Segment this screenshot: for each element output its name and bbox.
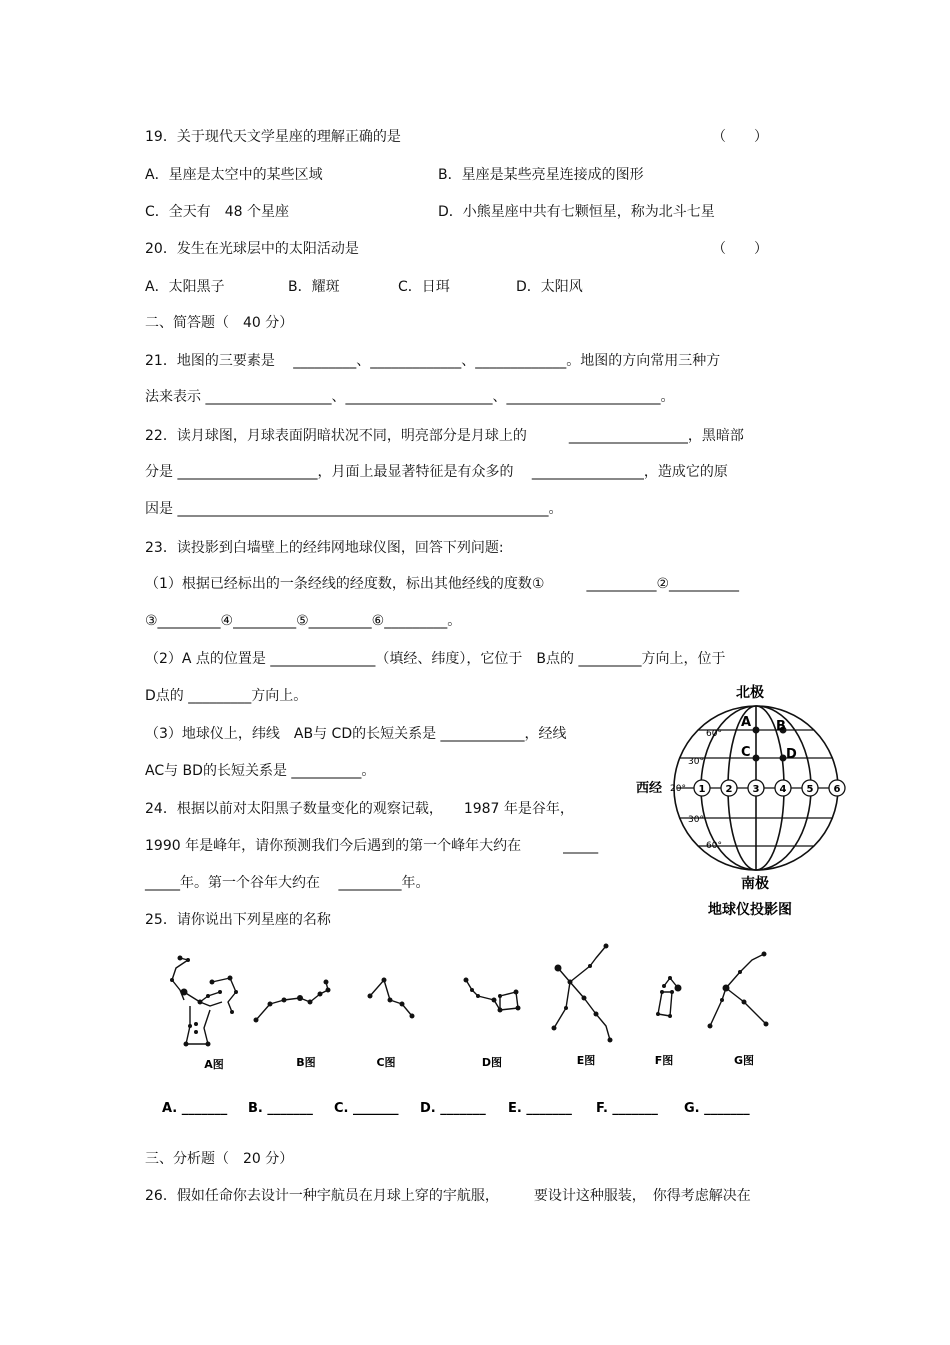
svg-text:3: 3: [752, 784, 760, 795]
q25-stem: 25．请你说出下列星座的名称: [145, 912, 331, 928]
q21-line-1: 21．地图的三要素是 _________、_____________、_____________。地图的方向常用三种方: [145, 353, 721, 369]
constellation-a-orion: [172, 958, 236, 1044]
q20-answer-paren: （ ）: [712, 241, 768, 257]
answer-a: A. _______: [162, 1101, 228, 1116]
constellation-f-lyra: [658, 978, 678, 1016]
caption-f: F图: [654, 1054, 674, 1067]
q23-part2-line-2: D点的 _________方向上。: [145, 688, 308, 704]
section-2-heading: 二、简答题（ 40 分）: [145, 315, 294, 331]
point-a-label: A: [741, 715, 752, 730]
q23-part1-line-2: ③_________④_________⑤_________⑥_________。: [145, 613, 462, 629]
q22-line-2: 分是 ____________________，月面上最显著特征是有众多的 ________________，造成它的原: [145, 464, 728, 480]
q20-option-b: B．耀斑: [288, 279, 340, 295]
q23-part3-line-2: AC与 BD的长短关系是 __________。: [145, 763, 376, 779]
svg-text:2: 2: [725, 784, 733, 795]
q20-option-a: A．太阳黑子: [145, 279, 225, 295]
point-c-label: C: [741, 745, 751, 760]
q20-option-d: D．太阳风: [516, 279, 583, 295]
caption-d: D图: [481, 1056, 503, 1069]
lat-30-north: 30°: [688, 757, 704, 767]
svg-text:1: 1: [698, 784, 706, 795]
answer-e: E. _______: [508, 1101, 572, 1116]
caption-e: E图: [576, 1054, 596, 1067]
globe-figure-caption: 地球仪投影图: [708, 902, 792, 918]
q19-option-b: B．星座是某些亮星连接成的图形: [438, 167, 644, 183]
q22-line-1: 22．读月球图，月球表面阴暗状况不同，明亮部分是月球上的 _________________，黑暗部: [145, 428, 744, 444]
point-b-label: B: [776, 719, 786, 734]
west-longitude-label: 西经: [636, 781, 663, 796]
q20-option-c: C．日珥: [398, 279, 450, 295]
q20-stem: 20．发生在光球层中的太阳活动是: [145, 241, 359, 257]
lat-30-south: 30°: [688, 815, 704, 825]
q21-line-2: 法来表示 __________________、_____________________、______________________。: [145, 389, 675, 405]
q23-part1-line-1: （1）根据已经标出的一条经线的经度数，标出其他经线的度数① __________②__________: [145, 576, 740, 592]
svg-text:4: 4: [779, 784, 787, 795]
q24-line-3: _____年。第一个谷年大约在 _________年。: [145, 875, 430, 891]
q19-stem: 19．关于现代天文学星座的理解正确的是: [145, 129, 401, 145]
constellation-g-aquila: [710, 954, 766, 1026]
answer-d: D. _______: [420, 1101, 486, 1116]
constellation-b-big-dipper: [256, 982, 328, 1020]
answer-c: C. _______: [334, 1101, 399, 1116]
q24-line-1: 24．根据以前对太阳黑子数量变化的观察记载， 1987 年是谷年，: [145, 801, 574, 817]
q23-part3-line-1: （3）地球仪上，纬线 AB与 CD的长短关系是 ____________，经线: [145, 726, 567, 742]
caption-g: G图: [733, 1054, 755, 1067]
point-d-label: D: [786, 747, 797, 762]
answer-b: B. _______: [248, 1101, 313, 1116]
known-longitude-label: 20°: [670, 784, 686, 794]
q19-option-a: A．星座是太空中的某些区域: [145, 167, 323, 183]
constellation-e-cygnus: [554, 946, 610, 1040]
q19-option-c: C．全天有 48 个星座: [145, 204, 290, 220]
q26-line-1: 26．假如任命你去设计一种宇航员在月球上穿的宇航服， 要设计这种服装， 你得考虑解决在: [145, 1188, 751, 1204]
answer-g: G. _______: [684, 1101, 750, 1116]
q24-line-2: 1990 年是峰年，请你预测我们今后遇到的第一个峰年大约在 _____: [145, 838, 599, 854]
answer-f: F. _______: [596, 1101, 658, 1116]
north-pole-label: 北极: [736, 685, 764, 701]
caption-a: A图: [204, 1058, 224, 1071]
q19-option-d: D．小熊星座中共有七颗恒星，称为北斗七星: [438, 204, 715, 220]
q23-stem: 23．读投影到白墙壁上的经纬网地球仪图，回答下列问题:: [145, 540, 504, 556]
q19-answer-paren: （ ）: [712, 129, 768, 145]
constellation-figures: [150, 940, 790, 1132]
svg-text:5: 5: [806, 784, 814, 795]
lat-60-north: 60°: [706, 729, 722, 739]
lat-60-south: 60°: [706, 841, 722, 851]
caption-c: C图: [376, 1056, 396, 1069]
svg-text:6: 6: [833, 784, 841, 795]
q22-line-3: 因是 _____________________________________________________。: [145, 501, 563, 517]
constellation-d-little-dipper: [466, 980, 518, 1010]
south-pole-label: 南极: [741, 876, 769, 892]
section-3-heading: 三、分析题（ 20 分）: [145, 1151, 294, 1167]
caption-b: B图: [296, 1056, 316, 1069]
q23-part2-line-1: （2）A 点的位置是 _______________（填经、纬度），它位于 B点的 _________方向上，位于: [145, 651, 726, 667]
globe-projection-figure: [630, 680, 880, 920]
